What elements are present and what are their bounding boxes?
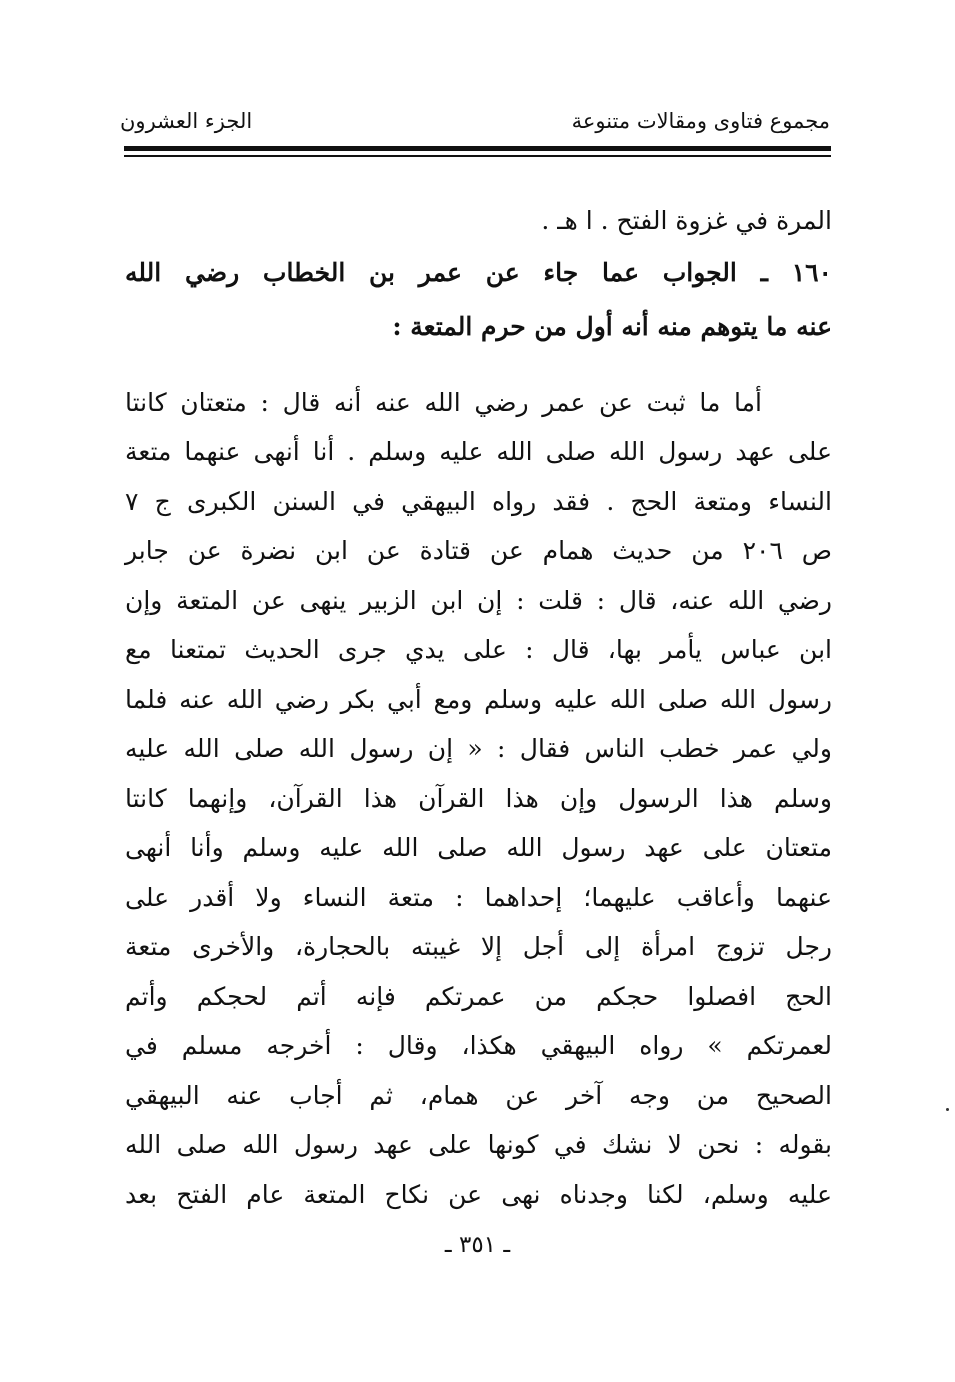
paragraph-line: وسلم هذا الرسول وإن هذا القرآن هذا القرآن، وإنهما كانتا [125, 783, 832, 813]
book-title: مجموع فتاوى ومقالات متنوعة [571, 109, 830, 133]
paragraph-line: ابن عباس يأمر بها، قال : على يدي جرى الحديث تمتعنا مع [125, 635, 832, 664]
header-rule-thin [124, 155, 831, 157]
paragraph-line: بقوله : نحن لا نشك في كونها على عهد رسول الله صلى الله [125, 1130, 832, 1159]
paragraph-line: النساء ومتعة الحج . فقد رواه البيهقي في السنن الكبرى ج ٧ [125, 486, 832, 516]
paragraph-line: الصحيح من وجه آخر عن همام، ثم أجاب عنه البيهقي [125, 1080, 832, 1110]
paragraph-line: لعمرتكم » رواه البيهقي هكذا، وقال : أخرجه مسلم في [125, 1031, 832, 1060]
paragraph-line: أما ما ثبت عن عمر رضي الله عنه أنه قال : متعتان كانتا [125, 387, 762, 417]
paragraph-line: رجل تزوج امرأة إلى أجل إلا غيبته بالحجارة، والأخرى متعة [125, 932, 832, 961]
paragraph-line: الحج افصلوا حجكم من عمرتكم فإنه أتم لحجكم وأتم [125, 981, 832, 1011]
running-header [120, 104, 830, 138]
paragraph-line: عليه وسلم، لكنا وجدناه نهى عن نكاح المتعة عام الفتح بعد [125, 1179, 832, 1209]
paragraph-line: رسول الله صلى الله عليه وسلم ومع أبي بكر رضي الله عنه فلما [125, 684, 832, 714]
paragraph-line: رضي الله عنه، قال : قلت : إن ابن الزبير ينهى عن المتعة وإن [125, 585, 832, 615]
page-number: ـ ٣٥١ ـ [444, 1232, 511, 1258]
paragraph-line: ص ٢٠٦ من حديث همام عن قتادة عن ابن نضرة عن جابر [125, 536, 833, 565]
paragraph-line: عنهما وأعاقب عليهما؛ إحداهما : متعة النساء ولا أقدر على [125, 882, 832, 912]
scan-speck [946, 1108, 949, 1111]
volume-label: الجزء العشرون [120, 109, 253, 133]
fatwa-heading-line: ١٦٠ ـ الجواب عما جاء عن عمر بن الخطاب رضي الله [125, 257, 832, 287]
paragraph-line: ولي عمر خطب الناس فقال : « إن رسول الله صلى الله عليه [125, 734, 832, 763]
paragraph-line: متعتان على عهد رسول الله صلى الله عليه وسلم وأنا أنهى [125, 833, 833, 862]
paragraph-line: على عهد رسول الله صلى الله عليه وسلم . أنا أنهى عنهما متعة [125, 437, 832, 466]
body-text [125, 196, 832, 1219]
fatwa-heading-line: عنه ما يتوهم منه أنه أول من حرم المتعة : [392, 311, 832, 341]
opening-line: المرة في غزوة الفتح . ا هـ . [541, 206, 832, 235]
header-rule-thick [124, 146, 831, 151]
